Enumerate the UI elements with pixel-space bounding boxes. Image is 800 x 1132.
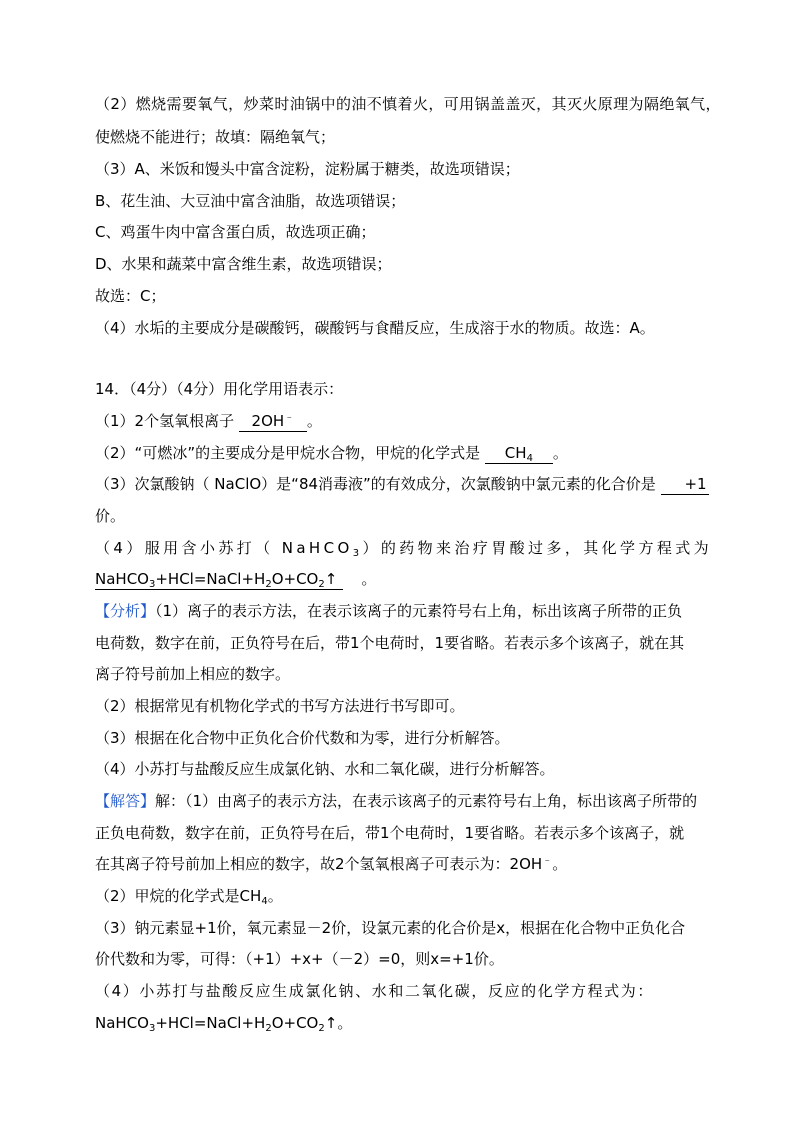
analysis-line5: （3）根据在化合物中正负化合价代数和为零，进行分析解答。 bbox=[95, 729, 510, 747]
solution-line1 bbox=[95, 791, 697, 811]
question-14-sub2 bbox=[95, 443, 568, 464]
part3-option-b: B、花生油、大豆油中富含油脂，故选项错误； bbox=[95, 192, 406, 210]
part3-option-c: C、鸡蛋牛肉中富含蛋白质，故选项正确； bbox=[95, 223, 376, 241]
sub4-prompt-subscript: 3 bbox=[352, 548, 363, 559]
eq-sub-3: 3 bbox=[148, 579, 156, 590]
sub2-prompt: （2）“可燃冰”的主要成分是甲烷水合物，甲烷的化学式是 bbox=[95, 444, 481, 462]
sub4-prompt-b: ）的药物来治疗胃酸过多，其化学方程式为 bbox=[362, 539, 713, 557]
analysis-line2: 电荷数，数字在前，正负符号在后，带1个电荷时，1要省略。若表示多个该离子，就在其 bbox=[95, 634, 685, 652]
analysis-line3: 离子符号前加上相应的数字。 bbox=[95, 665, 291, 683]
eq-hcl-nacl-h: +HCl=NaCl+H bbox=[155, 570, 266, 588]
solution-ch4-subscript: 4 bbox=[261, 896, 268, 907]
solution-tag: 【解答】 bbox=[95, 792, 156, 810]
question-14-sub3-cont: 价。 bbox=[95, 507, 126, 525]
sub2-answer-blank bbox=[485, 443, 553, 464]
question-14-sub1 bbox=[95, 411, 322, 432]
solution-equation bbox=[95, 1013, 352, 1033]
question-14-sub4-equation-line bbox=[95, 569, 376, 590]
sub4-end: 。 bbox=[361, 570, 377, 588]
sol-eq-o-co: O+CO bbox=[271, 1014, 319, 1032]
sub2-end: 。 bbox=[552, 444, 568, 462]
question-14-title: 14．（4分）（4分）用化学用语表示： bbox=[95, 380, 344, 398]
solution-line2: 正负电荷数，数字在前，正负符号在后，带1个电荷时，1要省略。若表示多个该离子，就 bbox=[95, 824, 685, 842]
solution-charge: ﹣ bbox=[542, 855, 553, 866]
part2-line1: （2）燃烧需要氧气，炒菜时油锅中的油不慎着火，可用锅盖盖灭，其灭火原理为隔绝氧气， bbox=[95, 95, 721, 113]
solution-text3: 在其离子符号前加上相应的数字，故2个氢氧根离子可表示为：2OH bbox=[95, 855, 543, 873]
part3-option-d: D、水果和蔬菜中富含维生素，故选项错误； bbox=[95, 255, 392, 273]
eq-nahco: NaHCO bbox=[95, 570, 149, 588]
eq-sub-2b: 2 bbox=[318, 579, 325, 590]
analysis-line4: （2）根据常见有机物化学式的书写方法进行书写即可。 bbox=[95, 697, 465, 715]
sol-eq-end: 。 bbox=[337, 1014, 353, 1032]
sol-eq-gas-arrow: ↑ bbox=[324, 1014, 338, 1032]
sub4-answer-blank bbox=[95, 569, 343, 590]
sol-eq-hcl-nacl-h: +HCl=NaCl+H bbox=[155, 1014, 266, 1032]
eq-o-co: O+CO bbox=[271, 570, 319, 588]
solution-text4: （2）甲烷的化学式是CH bbox=[95, 887, 262, 905]
sub1-prompt: （1）2个氢氧根离子 bbox=[95, 412, 235, 430]
question-14-sub3 bbox=[95, 474, 709, 495]
sub1-end: 。 bbox=[306, 412, 322, 430]
solution-text1: 解：（1）由离子的表示方法，在表示该离子的元素符号右上角，标出该离子所带的 bbox=[155, 792, 698, 810]
sol-eq-nahco: NaHCO bbox=[95, 1014, 149, 1032]
sub2-answer-subscript: 4 bbox=[526, 453, 533, 464]
analysis-text1: （1）离子的表示方法，在表示该离子的元素符号右上角，标出该离子所带的正负 bbox=[155, 602, 683, 620]
sol-eq-sub-2a: 2 bbox=[265, 1023, 272, 1034]
part3-choice: 故选：C； bbox=[95, 287, 166, 305]
sub3-answer: +1 bbox=[684, 475, 707, 493]
sub1-answer-blank bbox=[239, 411, 307, 432]
solution-line5: （3）钠元素显+1价，氧元素显－2价，设氯元素的化合价是x，根据在化合物中正负化合 bbox=[95, 919, 686, 937]
sol-eq-sub-3: 3 bbox=[148, 1023, 156, 1034]
sub4-prompt-a: （4）服用含小苏打（ NaHCO bbox=[95, 539, 353, 557]
sub1-answer-charge: ﹣ bbox=[284, 412, 295, 423]
part2-line2: 使燃烧不能进行；故填：隔绝氧气； bbox=[95, 128, 336, 146]
solution-line6: 价代数和为零，可得：（+1）+x+（－2）=0，则x=+1价。 bbox=[95, 950, 504, 968]
analysis-line1 bbox=[95, 601, 682, 621]
sub3-answer-blank bbox=[661, 474, 709, 495]
part3-option-a: （3）A、米饭和馒头中富含淀粉，淀粉属于糖类，故选项错误； bbox=[95, 160, 520, 178]
solution-line3 bbox=[95, 854, 567, 874]
part4-text: （4）水垢的主要成分是碳酸钙，碳酸钙与食醋反应，生成溶于水的物质。故选：A。 bbox=[95, 319, 655, 337]
analysis-tag: 【分析】 bbox=[95, 602, 156, 620]
question-14-sub4 bbox=[95, 538, 712, 558]
solution-line7: （4）小苏打与盐酸反应生成氯化钠、水和二氧化碳，反应的化学方程式为： bbox=[95, 982, 654, 1000]
analysis-line6: （4）小苏打与盐酸反应生成氯化钠、水和二氧化碳，进行分析解答。 bbox=[95, 760, 555, 778]
sub3-prompt: （3）次氯酸钠（ NaClO）是“84消毒液”的有效成分，次氯酸钠中氯元素的化合价是 bbox=[95, 475, 656, 493]
sol-eq-sub-2b: 2 bbox=[318, 1023, 325, 1034]
eq-sub-2a: 2 bbox=[265, 579, 272, 590]
solution-text4-end: 。 bbox=[267, 887, 283, 905]
sub2-answer: CH bbox=[504, 444, 527, 462]
eq-gas-arrow: ↑ bbox=[324, 570, 338, 588]
solution-text3-end: 。 bbox=[552, 855, 568, 873]
solution-line4 bbox=[95, 886, 283, 906]
sub1-answer: 2OH bbox=[251, 412, 285, 430]
